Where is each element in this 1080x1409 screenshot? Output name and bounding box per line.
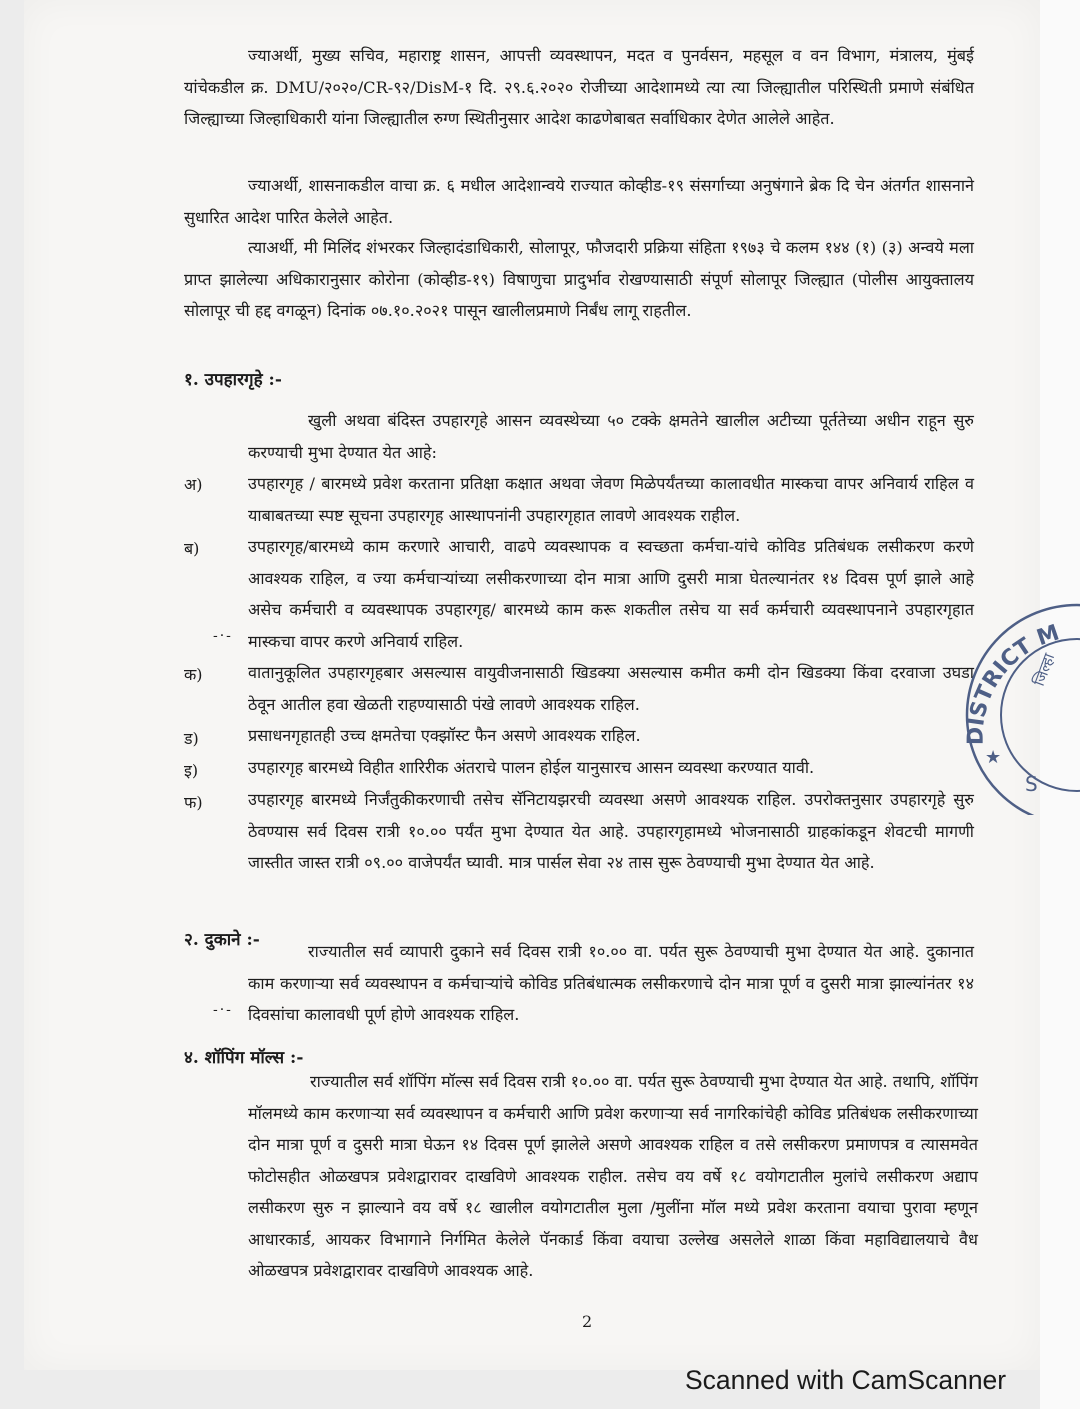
- item-label-b: ब): [184, 539, 200, 558]
- item-label-c: क): [184, 665, 203, 684]
- section-4-heading: ४. शॉपिंग मॉल्स :-: [184, 1048, 304, 1068]
- item-text-c: वातानुकूलित उपहारगृहबार असल्यास वायुवीजनासाठी खिडक्या असल्यास कमीत कमी दोन खिडक्या किंवा दरवाजा उघडा ठेवून आतील हवा खेळती राहण्यासाठी पंखे लावणे आवश्यक राहिल.: [248, 663, 974, 714]
- item-text-f: उपहारगृह बारमध्ये निर्जंतुकीकरणाची तसेच सॅनिटायझरची व्यवस्था असणे आवश्यक राहिल. उपरोक्तनुसार उपहारगृहे सुरु ठेवण्यास सर्व दिवस रात्री १०.०० पर्यंत मुभा देण्यात येत आहे. उपहारगृहामध्ये भोजनासाठी ग्राहकांकडून शेवटची मागणी जास्तीत जास्त रात्री ०९.०० वाजेपर्यंत घ्यावी. मात्र पार्सल सेवा २४ तास सुरू ठेवण्याची मुभा देण्यात येत आहे.: [248, 790, 974, 872]
- district-stamp: [955, 595, 1080, 815]
- intro-paragraph-3: त्याअर्थी, मी मिलिंद शंभरकर जिल्हादंडाधिकारी, सोलापूर, फौजदारी प्रक्रिया संहिता १९७३ चे कलम १४४ (१) (३) अन्वये मला प्राप्त झालेल्या अधिकारानुसार कोरोना (कोव्हीड-१९) विषाणुचा प्रादुर्भाव रोखण्यासाठी संपूर्ण सोलापूर जिल्ह्यात (पोलीस आयुक्तालय सोलापूर ची हद्द वगळून) दिनांक ०७.१०.२०२१ पासून खालीलप्रमाणे निर्बंध लागू राहतील.: [184, 238, 974, 320]
- item-label-e: इ): [184, 761, 199, 780]
- page-number: 2: [582, 1312, 593, 1331]
- item-label-a: अ): [184, 475, 203, 494]
- intro-paragraph-1: ज्याअर्थी, मुख्य सचिव, महाराष्ट्र शासन, आपत्ती व्यवस्थापन, मदत व पुनर्वसन, महसूल व वन विभाग, मंत्रालय, मुंबई यांचेकडील क्र. DMU/२०२०/CR-९२/DisM-१ दि. २९.६.२०२० रोजीच्या आदेशामध्ये त्या त्या जिल्ह्यातील परिस्थिती प्रमाणे संबंधित जिल्ह्याच्या जिल्हाधिकारी यांना जिल्ह्यातील रुग्ण स्थितीनुसार आदेश काढणेबाबत सर्वाधिकार देणेत आलेले आहेत.: [184, 46, 974, 128]
- section-4-text: राज्यातील सर्व शॉपिंग मॉल्स सर्व दिवस रात्री १०.०० वा. पर्यत सुरू ठेवण्याची मुभा देण्यात येत आहे. तथापि, शॉपिंग मॉलमध्ये काम करणाऱ्या सर्व व्यवस्थापन व कर्मचारी आणि प्रवेश करणाऱ्या सर्व नागरिकांचेही कोविड प्रतिबंधक लसीकरणाच्या दोन मात्रा पूर्ण व दुसरी मात्रा घेऊन १४ दिवस पूर्ण झालेले असणे आवश्यक राहिल व तसे लसीकरण प्रमाणपत्र व त्यासमवेत फोटोसहीत ओळखपत्र प्रवेशद्वारावर दाखविणे आवश्यक राहील. तसेच वय वर्षे १८ वयोगटातील मुलांचे लसीकरण अद्याप लसीकरण सुरु न झाल्याने वय वर्षे १८ खालील वयोगटातील मुला /मुलींना मॉल मध्ये प्रवेश करताना वयाचा पुरावा म्हणून आधारकार्ड, आयकर विभागाने निर्गमित केलेले पॅनकार्ड किंवा वयाचा उल्लेख असलेले शाळा किंवा महाविद्यालयाचे वैध ओळखपत्र प्रवेशद्वारावर दाखविणे आवश्यक आहे.: [248, 1072, 978, 1280]
- section-2-heading: २. दुकाने :-: [184, 930, 260, 950]
- item-label-f: फ): [184, 793, 203, 812]
- stamp-letter: S: [1025, 772, 1038, 796]
- scanner-watermark: Scanned with CamScanner: [685, 1365, 1007, 1395]
- item-text-e: उपहारगृह बारमध्ये विहीत शारिरीक अंतराचे पालन होईल यानुसारच आसन व्यवस्था करण्यात यावी.: [248, 758, 815, 777]
- stamp-text: DISTRICT M: [963, 620, 1063, 746]
- item-text-b: उपहारगृह/बारमध्ये काम करणारे आचारी, वाढपे व्यवस्थापक व स्वच्छता कर्मचा-यांचे कोविड प्रतिबंधक लसीकरण करणे आवश्यक राहिल, व ज्या कर्मचाऱ्यांच्या लसीकरणाच्या दोन मात्रा आणि दुसरी मात्रा घेतल्यानंतर १४ दिवस पूर्ण झाले आहे असेच कर्मचारी व व्यवस्थापक उपहारगृह/ बारमध्ये काम करू शकतील तसेच या सर्व कर्मचारी व्यवस्थापनाने उपहारगृहात मास्कचा वापर करणे अनिवार्य राहिल.: [248, 537, 974, 651]
- section-1-intro: खुली अथवा बंदिस्त उपहारगृहे आसन व्यवस्थेच्या ५० टक्के क्षमतेने खालील अटीच्या पूर्ततेच्या अधीन राहून सुरु करण्याची मुभा देण्यात येत आहे:: [248, 411, 974, 462]
- margin-dots: -·-: [213, 628, 233, 644]
- item-text-d: प्रसाधनगृहातही उच्च क्षमतेचा एक्झॉस्ट फैन असणे आवश्यक राहिल.: [248, 726, 641, 745]
- margin-dots: -·-: [213, 1002, 233, 1018]
- section-2-text: राज्यातील सर्व व्यापारी दुकाने सर्व दिवस रात्री १०.०० वा. पर्यत सुरू ठेवण्याची मुभा देण्यात येत आहे. दुकानात काम करणाऱ्या सर्व व्यवस्थापन व कर्मचाऱ्यांचे कोविड प्रतिबंधात्मक लसीकरणाचे दोन मात्रा पूर्ण व दुसरी मात्रा झाल्यांनंतर १४ दिवसांचा कालावधी पूर्ण होणे आवश्यक राहिल.: [248, 942, 974, 1024]
- stamp-star: ★: [985, 747, 1002, 768]
- item-label-d: ड): [184, 729, 199, 748]
- stamp-devanagari: जिल्हा: [1029, 650, 1059, 689]
- item-text-a: उपहारगृह / बारमध्ये प्रवेश करताना प्रतिक्षा कक्षात अथवा जेवण मिळेपर्यंतच्या कालावधीत मास्कचा वापर अनिवार्य राहिल व याबाबतच्या स्पष्ट सूचना उपहारगृह आस्थापनांनी उपहारगृहात लावणे आवश्यक राहील.: [248, 474, 974, 525]
- intro-paragraph-2: ज्याअर्थी, शासनाकडील वाचा क्र. ६ मधील आदेशान्वये राज्यात कोव्हीड-१९ संसर्गाच्या अनुषंगाने ब्रेक दि चेन अंतर्गत शासनाने सुधारित आदेश पारित केलेले आहेत.: [184, 176, 974, 227]
- section-1-heading: १. उपहारगृहे :-: [184, 370, 282, 390]
